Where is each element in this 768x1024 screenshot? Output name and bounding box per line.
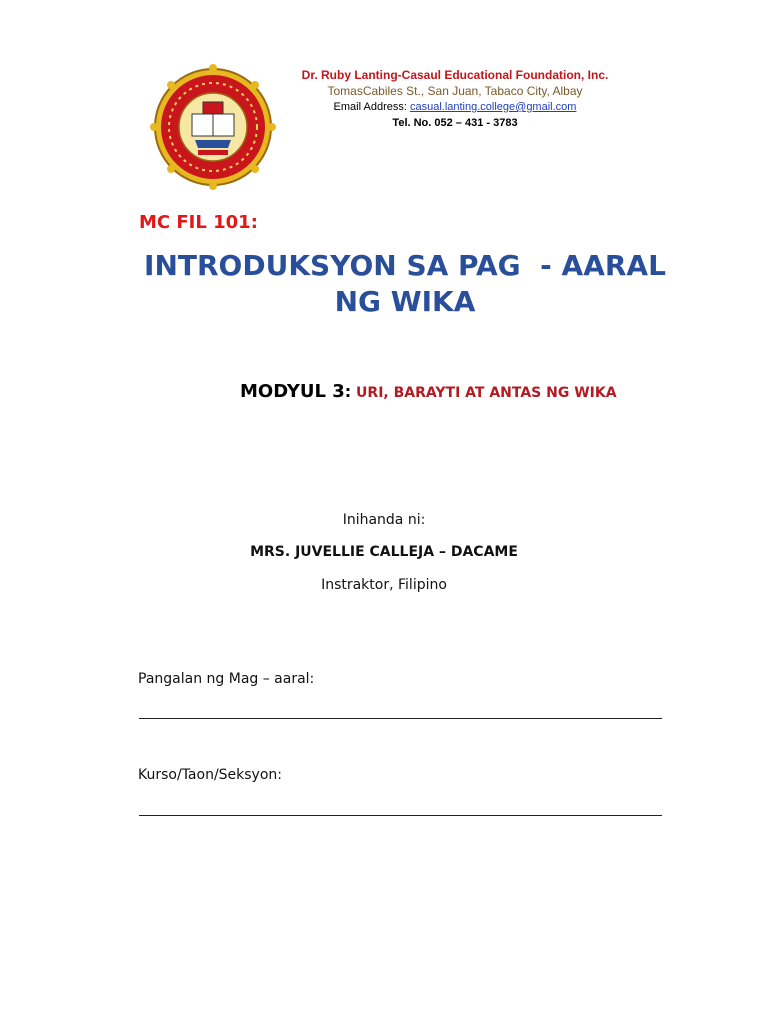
- module-number: MODYUL 3: [240, 381, 345, 402]
- email-link[interactable]: casual.lanting.college@gmail.com: [409, 101, 577, 113]
- student-name-blank-line[interactable]: [139, 718, 662, 719]
- module-separator: :: [344, 382, 352, 401]
- email-label: Email Address:: [333, 101, 410, 113]
- course-title-line-1: INTRODUKSYON SA PAG - AARAL: [144, 249, 666, 282]
- telephone-number: Tel. No. 052 – 431 - 3783: [392, 117, 518, 129]
- prepared-by-label: Inihanda ni:: [342, 512, 426, 528]
- author-name: MRS. JUVELLIE CALLEJA – DACAME: [250, 544, 518, 560]
- foundation-name: Dr. Ruby Lanting-Casaul Educational Foundation, Inc.: [301, 68, 609, 82]
- course-year-section-label: Kurso/Taon/Seksyon:: [138, 767, 282, 783]
- course-title-line-2: NG WIKA: [334, 285, 476, 318]
- course-code: MC FIL 101:: [139, 212, 258, 233]
- author-role: Instraktor, Filipino: [321, 577, 447, 593]
- module-title: URI, BARAYTI AT ANTAS NG WIKA: [351, 385, 617, 401]
- student-name-label: Pangalan ng Mag – aaral:: [138, 671, 315, 687]
- institution-header: [270, 68, 640, 131]
- course-title: [100, 248, 710, 320]
- institution-address: TomasCabiles St., San Juan, Tabaco City, Albay: [327, 84, 583, 98]
- course-year-section-blank-line[interactable]: [139, 815, 662, 816]
- module-heading: [240, 381, 617, 402]
- email-line: [270, 99, 640, 115]
- school-seal-logo: [148, 62, 278, 192]
